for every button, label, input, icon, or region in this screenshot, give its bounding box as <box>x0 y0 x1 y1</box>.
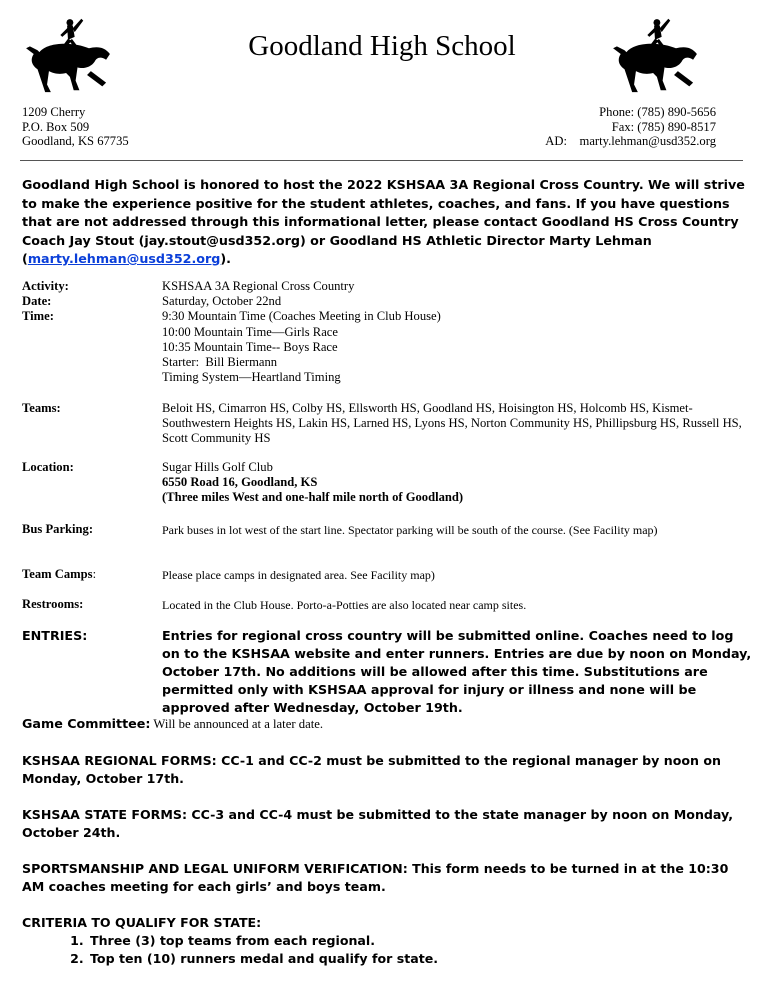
state-forms: KSHSAA STATE FORMS: CC-3 and CC-4 must be submitted to the state manager by noon on Monday, October 24th. <box>22 807 734 840</box>
team-camps-label <box>22 567 96 582</box>
phone: Phone: (785) 890-5656 <box>599 105 716 119</box>
game-committee <box>22 715 750 733</box>
location-name: Sugar Hills Golf Club <box>162 460 273 474</box>
sportsmanship-verification: SPORTSMANSHIP AND LEGAL UNIFORM VERIFICATION: This form needs to be turned in at the 10:30 AM coaches meeting for each girls’ and boys team. <box>22 861 729 894</box>
criteria-section <box>22 914 750 968</box>
entries-text: Entries for regional cross country will be submitted online. Coaches need to log on to the KSHSAA website and enter runners. Entries are due by noon on Monday, October 17th. No additions will be allowed after this time. Substitutions are permitted only with KSHSAA approval for injury or illness and none will be approved after Wednesday, October 19th. <box>162 628 752 715</box>
school-contact <box>545 105 716 149</box>
location-label: Location: <box>22 460 74 474</box>
criteria-item: 2. Top ten (10) runners medal and qualify for state. <box>88 950 750 968</box>
activity-value: KSHSAA 3A Regional Cross Country <box>162 279 355 293</box>
page-title: Goodland High School <box>248 30 516 62</box>
game-committee-text: Will be announced at a later date. <box>150 717 324 731</box>
team-camps-value: Please place camps in designated area. See Facility map) <box>162 568 435 582</box>
bus-parking-value: Park buses in lot west of the start line. Spectator parking will be south of the course. (See Facility map) <box>162 523 658 537</box>
header-divider <box>20 160 743 161</box>
address-line: Goodland, KS 67735 <box>22 134 129 149</box>
address-line: 1209 Cherry <box>22 105 86 119</box>
criteria-list <box>22 932 750 968</box>
ad-email: AD: marty.lehman@usd352.org <box>545 134 716 149</box>
location-address: 6550 Road 16, Goodland, KS <box>162 475 318 490</box>
restrooms-value: Located in the Club House. Porto-a-Potties are also located near camp sites. <box>162 598 527 612</box>
teams-label: Teams: <box>22 401 61 415</box>
intro-text: Goodland High School is honored to host the 2022 KSHSAA 3A Regional Cross Country. We will strive to make the experience positive for the student athletes, coaches, and fans. If you have questions that are not addressed through this informational letter, please contact Goodland HS Cross Country Coach Jay Stout (jay.stout@usd352.org) or Goodland HS Athletic Director Marty Lehman ( <box>22 177 745 266</box>
timing-line: Timing System—Heartland Timing <box>162 370 341 385</box>
entries-label: ENTRIES: <box>22 628 88 643</box>
address-line: P.O. Box 509 <box>22 119 90 134</box>
ad-email-link[interactable]: marty.lehman@usd352.org <box>27 251 221 266</box>
time-line: 10:00 Mountain Time—Girls Race <box>162 324 338 339</box>
intro-paragraph <box>22 176 752 269</box>
criteria-item: 1. Three (3) top teams from each regional. <box>88 932 750 950</box>
restrooms-label: Restrooms: <box>22 597 84 611</box>
location-value <box>162 460 757 506</box>
time-line: 10:35 Mountain Time-- Boys Race <box>162 339 338 354</box>
team-camps-label-text: Team Camps <box>22 567 93 581</box>
criteria-heading: CRITERIA TO QUALIFY FOR STATE: <box>22 915 262 930</box>
teams-value: Beloit HS, Cimarron HS, Colby HS, Ellsworth HS, Goodland HS, Hoisington HS, Holcomb HS, Kismet-Southwestern Heights HS, Lakin HS, Larned HS, Lyons HS, Norton Community HS, Phillipsburg HS, Russell HS, Scott Community HS <box>162 401 742 446</box>
intro-end: ). <box>220 251 231 266</box>
date-label: Date: <box>22 294 52 309</box>
time-line: 9:30 Mountain Time (Coaches Meeting in Club House) <box>162 309 441 324</box>
location-directions: (Three miles West and one-half mile north of Goodland) <box>162 490 464 505</box>
activity-values <box>162 279 757 385</box>
school-address <box>22 105 129 149</box>
bus-parking-label: Bus Parking: <box>22 522 94 536</box>
starter-line: Starter: Bill Biermann <box>162 355 278 370</box>
game-committee-label: Game Committee: <box>22 716 151 731</box>
regional-forms: KSHSAA REGIONAL FORMS: CC-1 and CC-2 must be submitted to the regional manager by noon on Monday, October 17th. <box>22 753 722 786</box>
activity-labels <box>22 279 69 325</box>
activity-label: Activity: <box>22 279 69 293</box>
date-value: Saturday, October 22nd <box>162 294 282 309</box>
time-label: Time: <box>22 309 54 324</box>
fax: Fax: (785) 890-8517 <box>611 119 716 134</box>
team-camps-colon: : <box>92 567 97 581</box>
